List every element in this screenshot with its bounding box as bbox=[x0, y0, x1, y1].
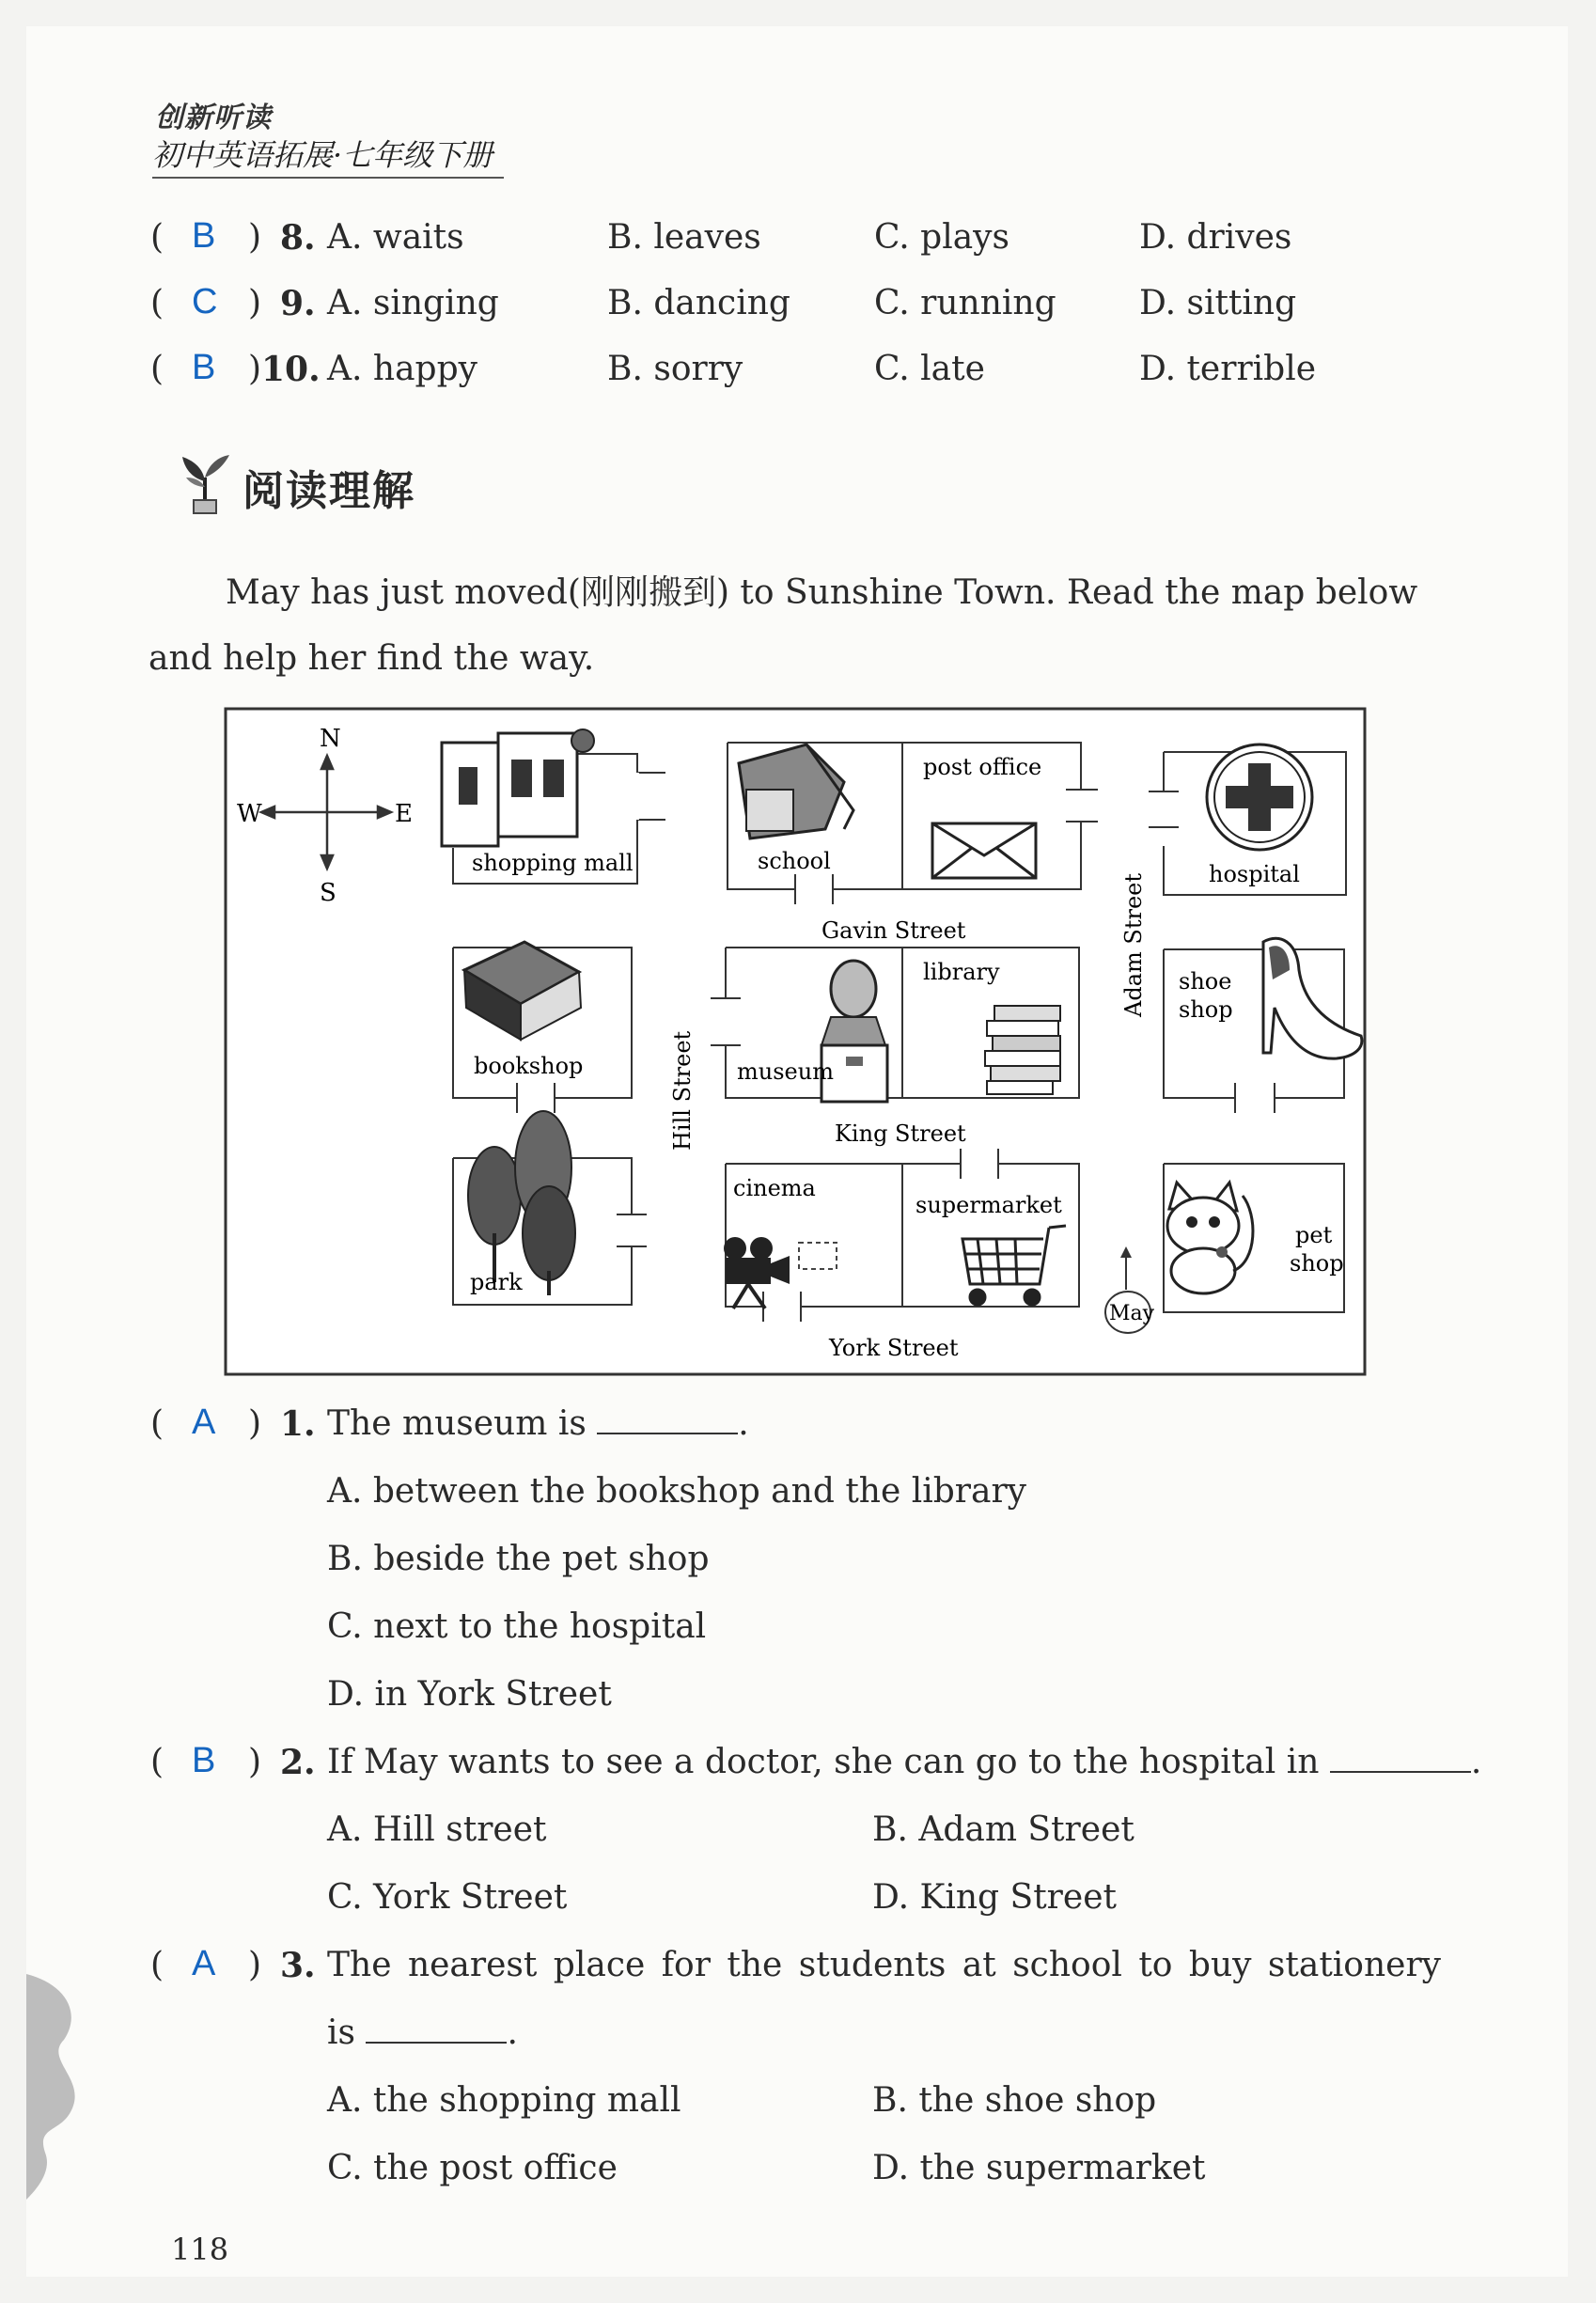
shoe-shop-label: shoe bbox=[1179, 968, 1232, 995]
option-b: B. sorry bbox=[607, 350, 743, 388]
question-stem: The nearest place for the students at school to buy stationery bbox=[327, 1946, 1442, 1984]
option-d: D. sitting bbox=[1139, 284, 1297, 322]
option-a: A. Hill street bbox=[327, 1810, 547, 1849]
supermarket-label: supermarket bbox=[915, 1192, 1062, 1218]
park-label: park bbox=[470, 1269, 523, 1295]
intro-line-2: and help her find the way. bbox=[149, 639, 595, 678]
option-a: A. between the bookshop and the library bbox=[327, 1472, 1027, 1511]
option-c: C. running bbox=[874, 284, 1056, 322]
option-d: D. in York Street bbox=[327, 1675, 612, 1714]
option-a: A. the shopping mall bbox=[327, 2081, 681, 2120]
question-stem: If May wants to see a doctor, she can go to the hospital in . bbox=[327, 1743, 1482, 1781]
plant-icon bbox=[177, 449, 233, 515]
option-a: A. waits bbox=[327, 218, 464, 257]
option-b: B. beside the pet shop bbox=[327, 1540, 710, 1578]
option-a: A. singing bbox=[327, 284, 499, 322]
library-label: library bbox=[923, 959, 1000, 985]
question-number: 3. bbox=[280, 1946, 316, 1985]
shoe-shop-label-2: shop bbox=[1179, 996, 1233, 1023]
adam-street-label: Adam Street bbox=[1120, 873, 1147, 1017]
post-office-label: post office bbox=[923, 754, 1042, 780]
question-number: 8. bbox=[280, 218, 316, 258]
compass-e: E bbox=[395, 800, 413, 828]
answer-mark: A bbox=[192, 1402, 216, 1442]
option-d: D. terrible bbox=[1139, 350, 1317, 388]
intro-line-1: May has just moved(刚刚搬到) to Sunshine Town. Read the map below bbox=[226, 573, 1418, 612]
page-number: 118 bbox=[171, 2232, 229, 2267]
town-map bbox=[224, 707, 1367, 1376]
school-label: school bbox=[758, 848, 831, 874]
hill-street-label: Hill Street bbox=[669, 1030, 696, 1151]
option-b: B. leaves bbox=[607, 218, 761, 257]
answer-mark: B bbox=[192, 216, 216, 256]
answer-mark: C bbox=[192, 282, 218, 321]
series-title: 创新听读 bbox=[155, 102, 272, 134]
answer-mark: B bbox=[192, 348, 216, 387]
section-title: 阅读理解 bbox=[243, 467, 415, 515]
gavin-street-label: Gavin Street bbox=[821, 917, 966, 944]
envelope-icon bbox=[932, 823, 1036, 878]
compass-w: W bbox=[237, 800, 262, 828]
answer-mark: B bbox=[192, 1741, 216, 1780]
answer-blank[interactable] bbox=[366, 2013, 507, 2044]
question-number: 1. bbox=[280, 1404, 316, 1444]
option-b: B. dancing bbox=[607, 284, 790, 322]
cinema-label: cinema bbox=[733, 1175, 816, 1201]
museum-label: museum bbox=[737, 1058, 834, 1085]
cloud-ornament-icon bbox=[26, 1974, 92, 2200]
hospital-cross-icon bbox=[1207, 744, 1312, 850]
question-3-continued: is . bbox=[327, 2013, 518, 2052]
question-stem: The museum is . bbox=[327, 1404, 749, 1443]
shopping-mall-label: shopping mall bbox=[472, 850, 634, 876]
may-label: May bbox=[1109, 1302, 1155, 1325]
answer-blank[interactable] bbox=[1330, 1743, 1471, 1773]
shopping-mall-icon bbox=[442, 729, 594, 846]
option-c: C. the post office bbox=[327, 2149, 618, 2187]
option-c: C. next to the hospital bbox=[327, 1607, 707, 1646]
compass-s: S bbox=[320, 879, 336, 907]
option-c: C. York Street bbox=[327, 1878, 568, 1917]
king-street-label: King Street bbox=[835, 1120, 966, 1147]
question-number: 2. bbox=[280, 1743, 316, 1782]
pet-shop-label: pet bbox=[1295, 1222, 1333, 1248]
book-title: 初中英语拓展·七年级下册 bbox=[152, 132, 504, 179]
option-b: B. Adam Street bbox=[872, 1810, 1134, 1849]
york-street-label: York Street bbox=[829, 1335, 959, 1361]
hospital-label: hospital bbox=[1209, 861, 1300, 887]
answer-mark: A bbox=[192, 1944, 216, 1983]
option-c: C. plays bbox=[874, 218, 1009, 257]
option-b: B. the shoe shop bbox=[872, 2081, 1157, 2120]
option-d: D. the supermarket bbox=[872, 2149, 1206, 2187]
answer-blank[interactable] bbox=[597, 1404, 738, 1434]
option-d: D. drives bbox=[1139, 218, 1292, 257]
question-number: 10. bbox=[261, 350, 321, 389]
pet-shop-label-2: shop bbox=[1290, 1250, 1344, 1277]
compass-n: N bbox=[320, 725, 341, 753]
bookshop-label: bookshop bbox=[474, 1053, 584, 1079]
option-c: C. late bbox=[874, 350, 985, 388]
option-a: A. happy bbox=[327, 350, 477, 388]
option-d: D. King Street bbox=[872, 1878, 1117, 1917]
books-stack-icon bbox=[985, 1006, 1060, 1094]
question-number: 9. bbox=[280, 284, 316, 323]
